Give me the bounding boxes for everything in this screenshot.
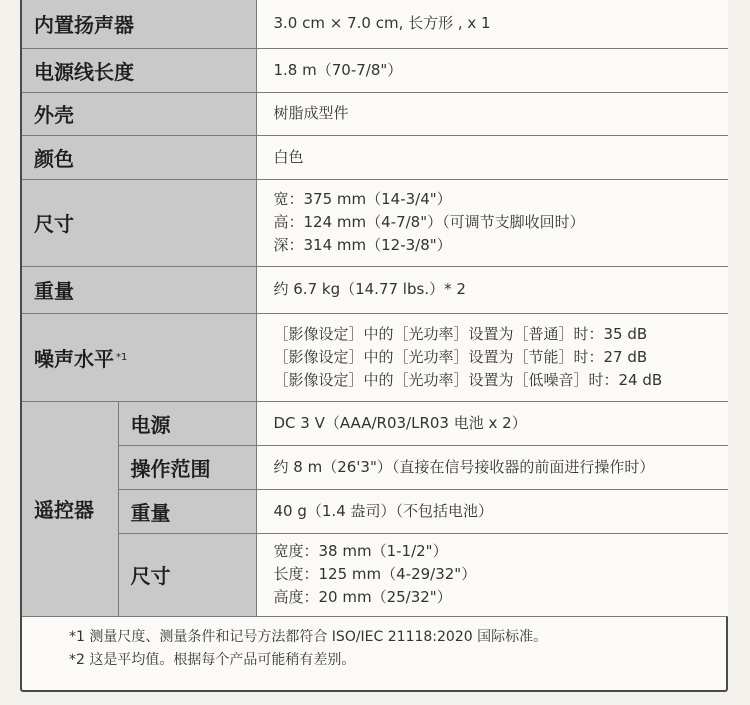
table-row — [22, 48, 728, 92]
row-value-remote-power: DC 3 V（AAA/R03/LR03 电池 x 2） — [256, 401, 728, 445]
table-row — [22, 266, 728, 313]
table-row — [22, 533, 728, 616]
footnote-1: *1 测量尺度、测量条件和记号方法都符合 ISO/IEC 21118:2020 国际标准。 — [69, 629, 548, 645]
row-label-noise-level: 噪声水平 $^{*1}$ — [22, 313, 256, 401]
table-row — [22, 135, 728, 179]
row-label-weight: 重量 — [22, 266, 256, 313]
row-label-remote-dimensions: 尺寸 — [118, 533, 256, 616]
row-value-color: 白色 — [256, 135, 728, 179]
row-label-power-cord: 电源线长度 — [22, 48, 256, 92]
spec-table — [22, 0, 728, 617]
row-label-remote-range: 操作范围 — [118, 445, 256, 489]
row-value-housing: 树脂成型件 — [256, 92, 728, 135]
row-label-color: 颜色 — [22, 135, 256, 179]
table-row — [22, 489, 728, 533]
row-label-remote-power: 电源 — [118, 401, 256, 445]
row-label-remote-weight: 重量 — [118, 489, 256, 533]
spec-panel — [20, 0, 728, 692]
table-row — [22, 445, 728, 489]
table-row — [22, 401, 728, 445]
table-row — [22, 313, 728, 401]
footnote-marker: *1 — [116, 351, 128, 363]
table-row — [22, 179, 728, 266]
row-value-remote-dimensions: 宽度：38 mm（1-1/2"） 长度：125 mm（4-29/32"） 高度：20 mm（25/32"） — [256, 533, 728, 616]
row-label-speaker: 内置扬声器 — [22, 0, 256, 48]
row-value-remote-range: 约 8 m（26'3"）（直接在信号接收器的前面进行操作时） — [256, 445, 728, 489]
table-row — [22, 0, 728, 48]
row-label-dimensions: 尺寸 — [22, 179, 256, 266]
row-label-housing: 外壳 — [22, 92, 256, 135]
row-value-power-cord: 1.8 m（70-7/8"） — [256, 48, 728, 92]
table-row — [22, 92, 728, 135]
row-label-remote: 遥控器 — [22, 401, 118, 616]
row-value-dimensions: 宽：375 mm（14-3/4"） 高：124 mm（4-7/8"）（可调节支脚收回时） 深：314 mm（12-3/8"） — [256, 179, 728, 266]
row-value-speaker: 3.0 cm × 7.0 cm, 长方形 , x 1 — [256, 0, 728, 48]
row-value-noise-level: ［影像设定］中的［光功率］设置为［普通］时：35 dB ［影像设定］中的［光功率］设置为［节能］时：27 dB ［影像设定］中的［光功率］设置为［低噪音］时：24 dB — [256, 313, 728, 401]
footnote-2: *2 这是平均值。根据每个产品可能稍有差别。 — [69, 652, 356, 668]
row-value-remote-weight: 40 g（1.4 盎司）（不包括电池） — [256, 489, 728, 533]
footnotes — [22, 614, 728, 692]
row-value-weight: 约 6.7 kg（14.77 lbs.）* 2 — [256, 266, 728, 313]
